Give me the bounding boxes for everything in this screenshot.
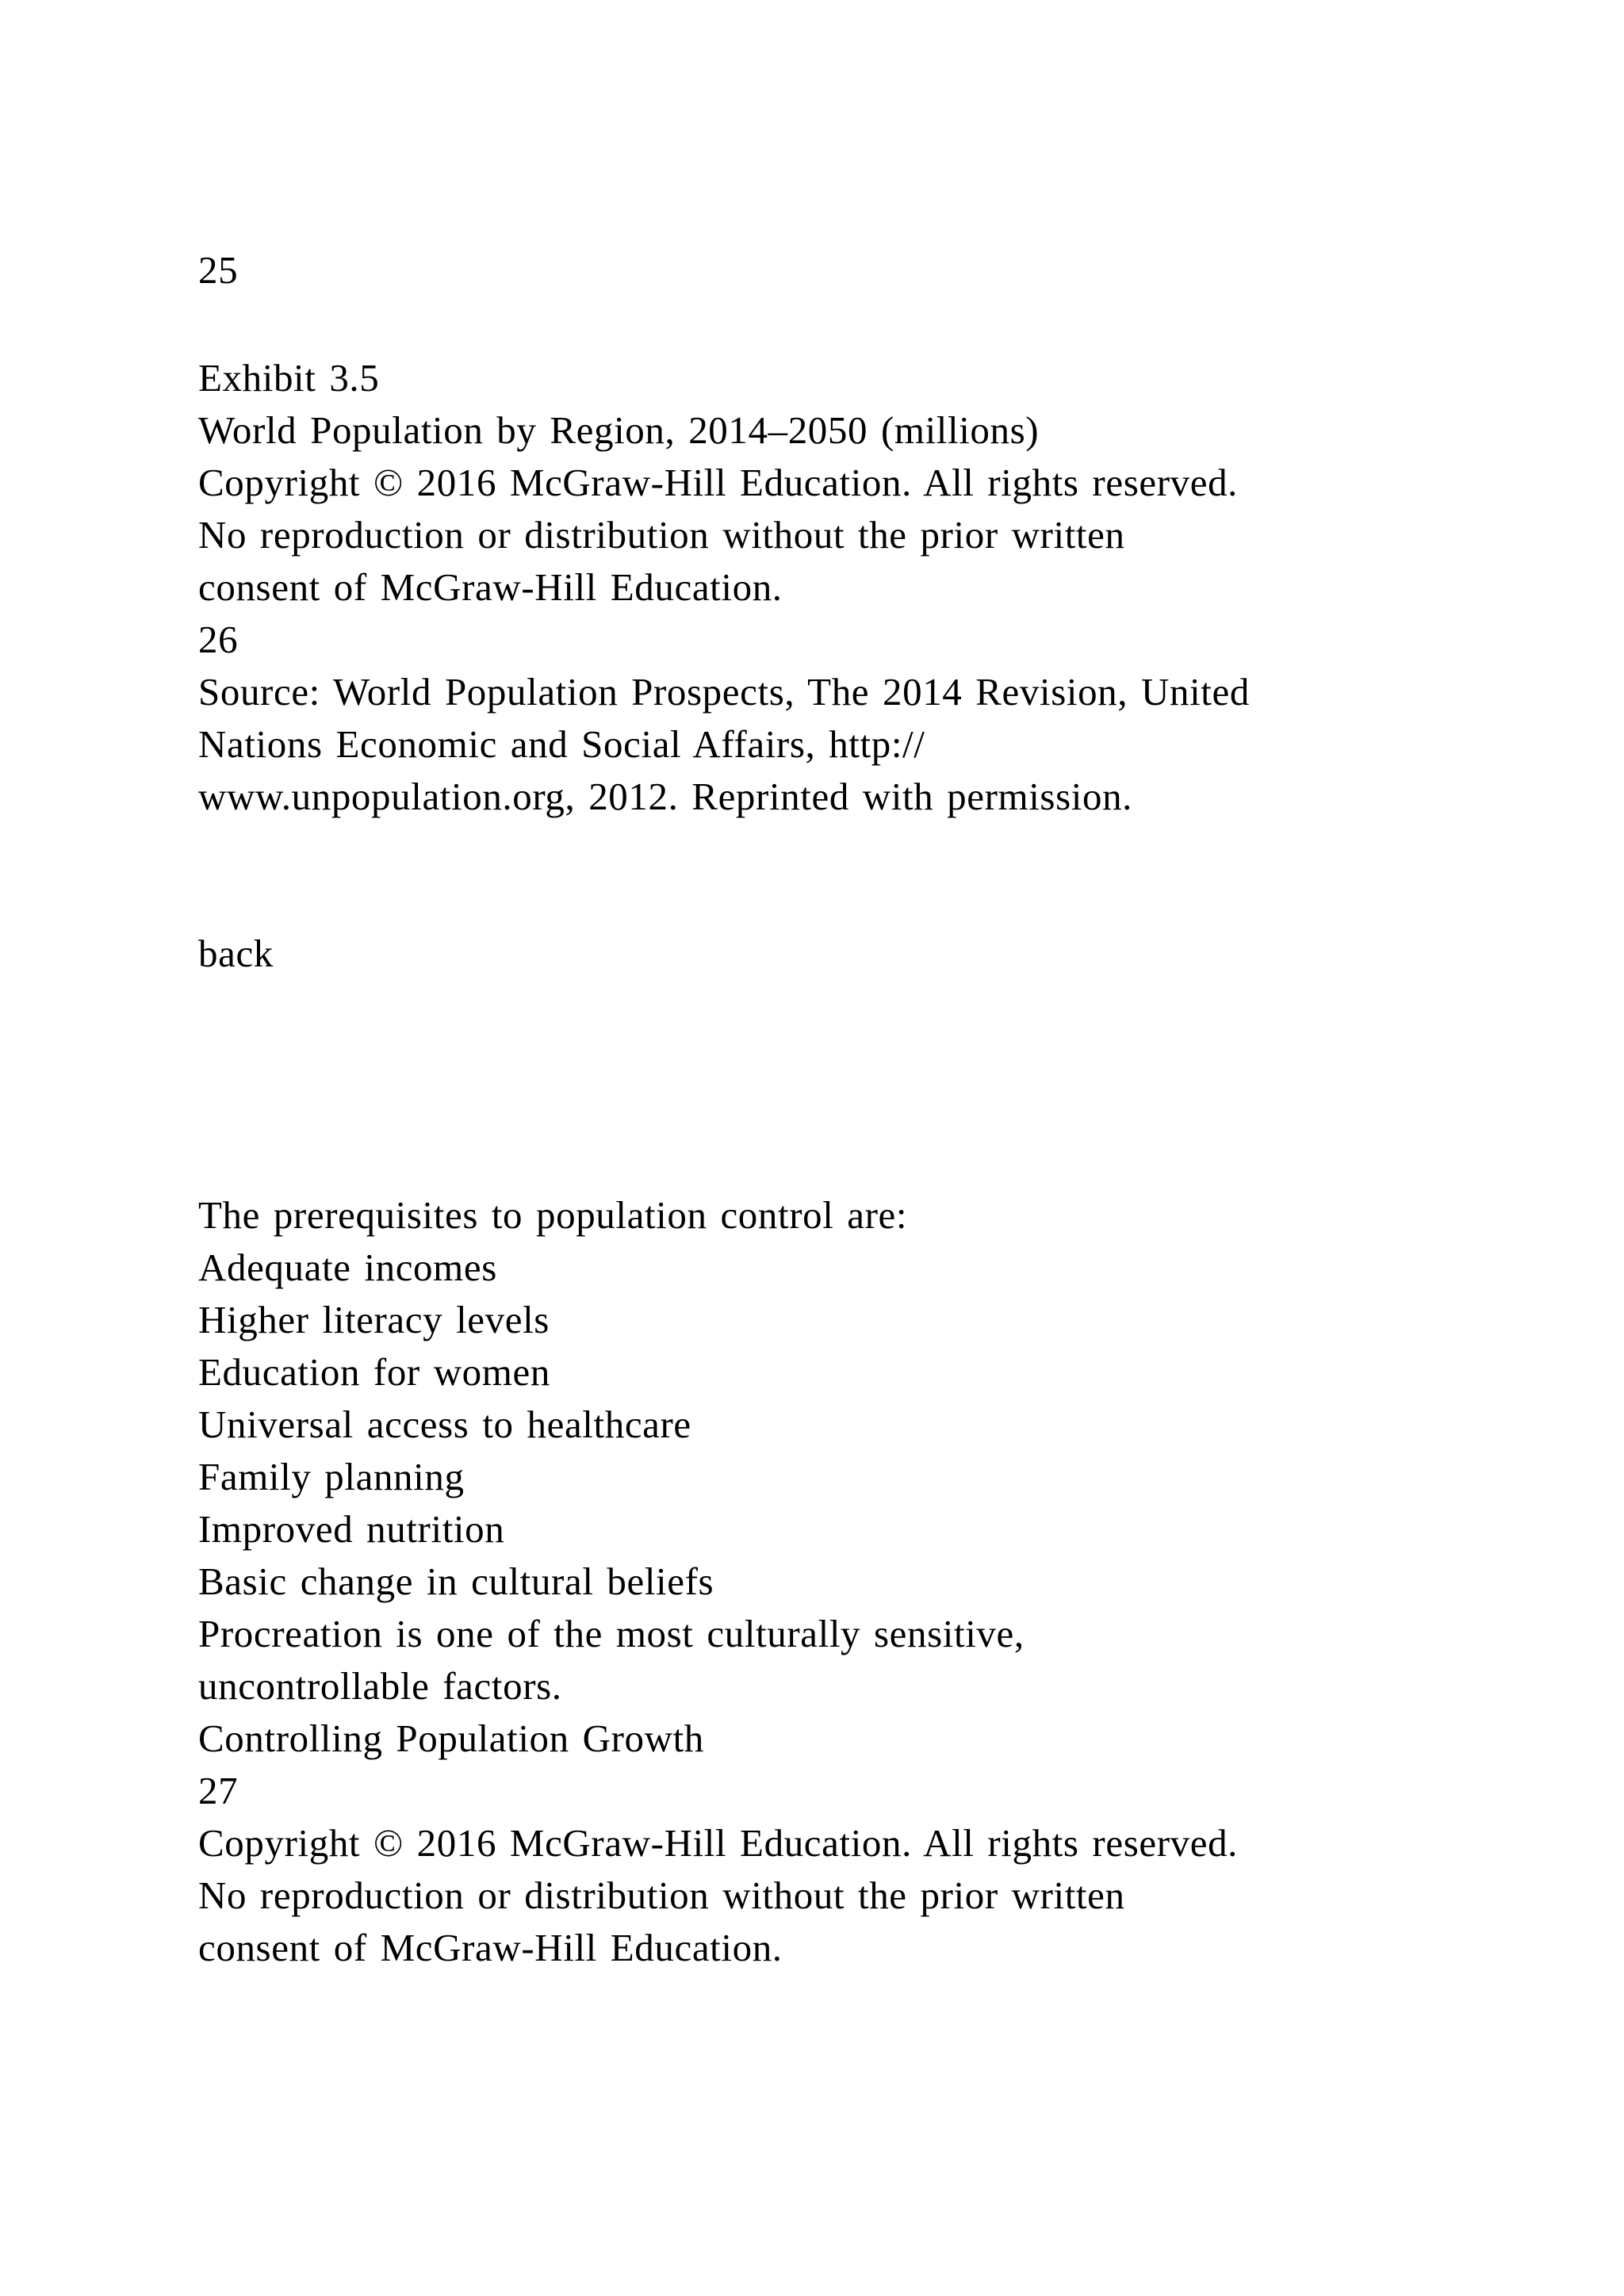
exhibit-label: Exhibit 3.5 xyxy=(198,356,380,400)
prerequisite-item: Adequate incomes xyxy=(198,1246,497,1289)
prerequisites-intro: The prerequisites to population control are: xyxy=(198,1193,908,1237)
prerequisite-item: Improved nutrition xyxy=(198,1507,505,1551)
source-line: www.unpopulation.org, 2012. Reprinted with permission. xyxy=(198,775,1133,818)
exhibit-title: World Population by Region, 2014–2050 (millions) xyxy=(198,408,1040,452)
slide-number: 26 xyxy=(198,618,239,661)
copyright-line: Copyright © 2016 McGraw-Hill Education. All rights reserved. xyxy=(198,461,1239,504)
slide-title: Controlling Population Growth xyxy=(198,1716,704,1760)
copyright-line: Copyright © 2016 McGraw-Hill Education. All rights reserved. xyxy=(198,1821,1239,1865)
source-line: Nations Economic and Social Affairs, http:// xyxy=(198,722,925,766)
prerequisite-item: Universal access to healthcare xyxy=(198,1402,691,1446)
prerequisite-item: Education for women xyxy=(198,1350,550,1394)
procreation-note-line: uncontrollable factors. xyxy=(198,1664,562,1708)
prerequisite-item: Family planning xyxy=(198,1455,465,1498)
prerequisite-item: Higher literacy levels xyxy=(198,1298,550,1341)
back-link[interactable]: back xyxy=(198,932,274,975)
source-line: Source: World Population Prospects, The 2014 Revision, United xyxy=(198,670,1250,714)
prerequisite-item: Basic change in cultural beliefs xyxy=(198,1559,714,1603)
copyright-line: No reproduction or distribution without the prior written xyxy=(198,513,1125,557)
copyright-line: consent of McGraw-Hill Education. xyxy=(198,565,783,609)
slide-number: 25 xyxy=(198,248,239,292)
copyright-line: No reproduction or distribution without the prior written xyxy=(198,1873,1125,1917)
slide-number: 27 xyxy=(198,1769,239,1812)
procreation-note-line: Procreation is one of the most culturally sensitive, xyxy=(198,1612,1025,1655)
copyright-line: consent of McGraw-Hill Education. xyxy=(198,1926,783,1969)
